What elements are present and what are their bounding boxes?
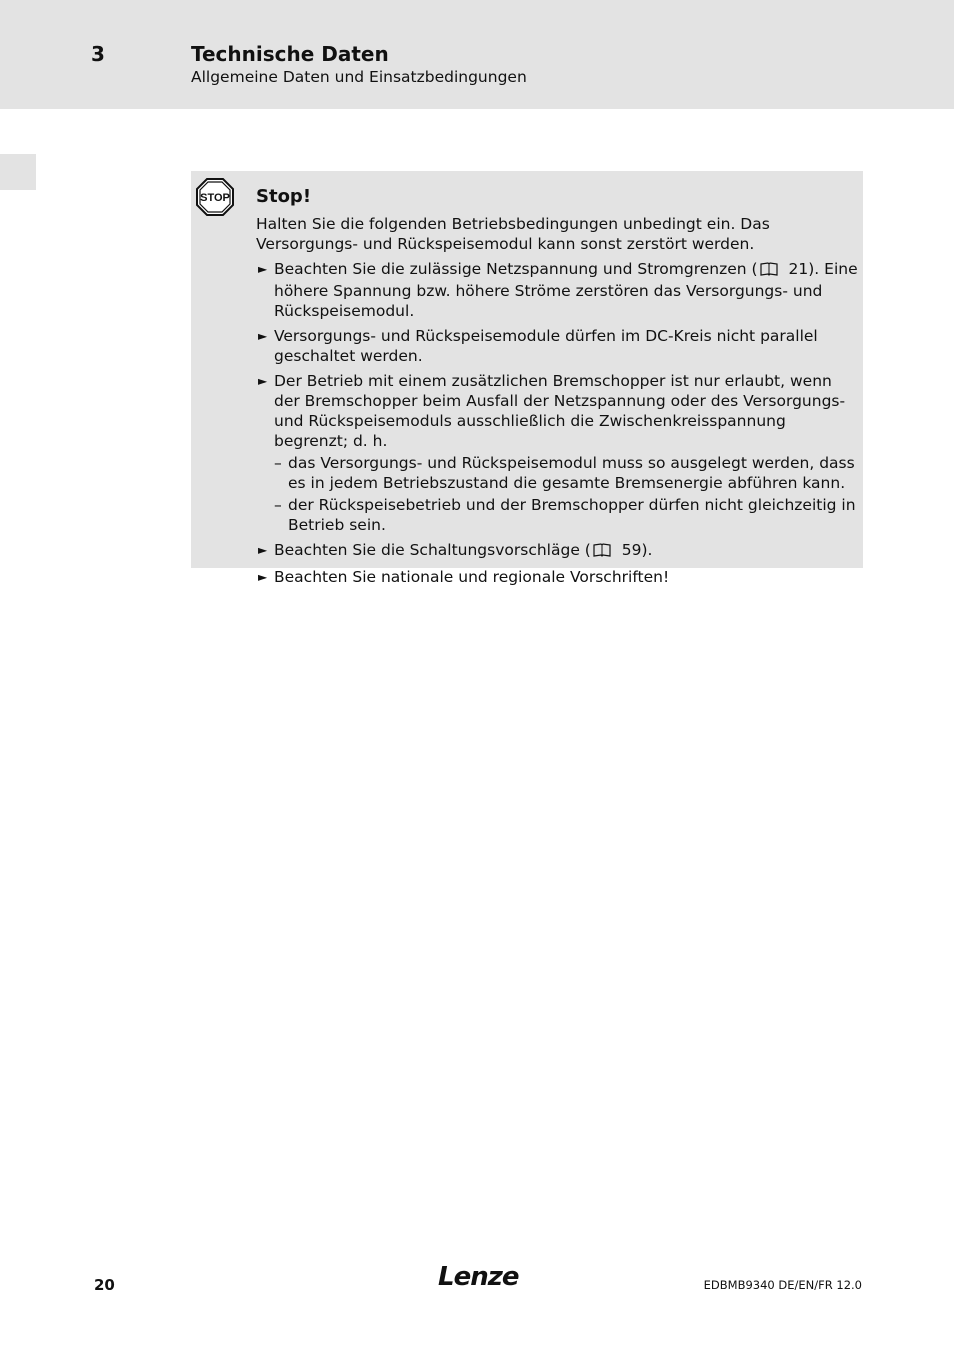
chapter-subtitle: Allgemeine Daten und Einsatzbedingungen bbox=[191, 68, 527, 86]
stop-content bbox=[256, 185, 861, 592]
side-tab-marker bbox=[0, 154, 36, 190]
bullet-marker-icon: ► bbox=[258, 374, 268, 388]
stop-intro: Halten Sie die folgenden Betriebsbedingungen unbedingt ein. Das Versorgungs- und Rückspeisemodul kann sonst zerstört werden. bbox=[256, 215, 770, 253]
bullet-text-continuation: 59). bbox=[616, 541, 653, 559]
stop-heading: Stop! bbox=[256, 186, 312, 207]
bullet-item bbox=[256, 567, 861, 587]
bullet-text: Beachten Sie die zulässige Netzspannung und Stromgrenzen ( bbox=[274, 260, 758, 278]
header-band bbox=[0, 0, 954, 109]
bullet-text: Beachten Sie nationale und regionale Vorschriften! bbox=[274, 568, 670, 586]
sub-item-text: das Versorgungs- und Rückspeisemodul muss so ausgelegt werden, dass es in jedem Betriebszustand die gesamte Bremsenergie abführen kann. bbox=[288, 454, 855, 492]
dash-marker: – bbox=[274, 454, 282, 472]
bullet-marker-icon: ► bbox=[258, 570, 268, 584]
sub-item-text: der Rückspeisebetrieb und der Bremschopper dürfen nicht gleichzeitig in Betrieb sein. bbox=[288, 496, 856, 534]
stop-warning-box bbox=[191, 171, 863, 586]
bullet-item bbox=[256, 259, 861, 321]
bullet-text: Der Betrieb mit einem zusätzlichen Bremschopper ist nur erlaubt, wenn der Bremschopper beim Ausfall der Netzspannung oder des Versorgungs- und Rückspeisemoduls ausschließlich die Zwischenkreisspannung begrenzt; d. h. bbox=[274, 372, 846, 450]
document-code: EDBMB9340 DE/EN/FR 12.0 bbox=[703, 1278, 862, 1292]
page-number: 20 bbox=[94, 1276, 115, 1294]
chapter-title: Technische Daten bbox=[191, 42, 389, 66]
bullet-marker-icon: ► bbox=[258, 329, 268, 343]
chapter-number: 3 bbox=[91, 42, 105, 66]
book-reference-icon bbox=[760, 261, 778, 281]
bullet-item bbox=[256, 326, 861, 366]
bullet-text: Beachten Sie die Schaltungsvorschläge ( bbox=[274, 541, 591, 559]
dash-marker: – bbox=[274, 496, 282, 514]
stop-sign-icon bbox=[196, 178, 234, 220]
bullet-item bbox=[256, 540, 861, 562]
bullet-marker-icon: ► bbox=[258, 543, 268, 557]
bullet-item bbox=[256, 371, 861, 535]
lenze-logo: Lenze bbox=[438, 1262, 519, 1292]
bullet-marker-icon: ► bbox=[258, 262, 268, 276]
book-reference-icon bbox=[593, 542, 611, 562]
bullet-text-continuation: 21). Eine höhere Spannung bzw. höhere Ströme zerstören das Versorgungs- und Rückspeisemodul. bbox=[274, 260, 858, 320]
sub-item bbox=[256, 495, 861, 535]
stop-icon-text: STOP bbox=[200, 192, 230, 204]
bullet-text: Versorgungs- und Rückspeisemodule dürfen im DC-Kreis nicht parallel geschaltet werden. bbox=[274, 327, 818, 365]
sub-item bbox=[256, 453, 861, 493]
